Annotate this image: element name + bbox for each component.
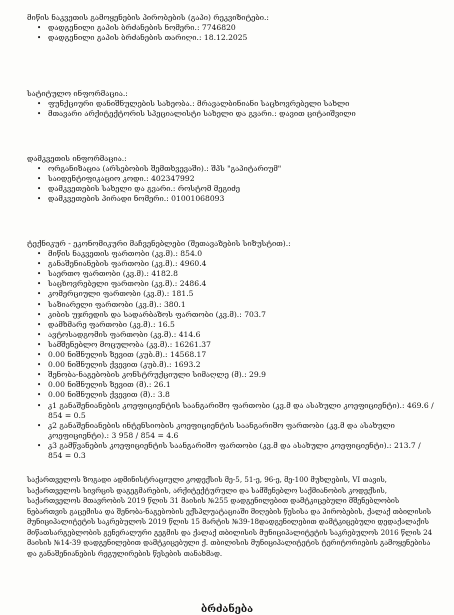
permit-heading: მიწის ნაკვეთის გამოყენების პირობების (გაპი) რეკვიზიტები.: (27, 13, 269, 22)
technical-item: • 0.00 ნიშნულის ქვევით (მ).: 3.8 (27, 390, 436, 400)
technical-item: • დამხმარე ფართობი (კვ.მ).: 16.5 (27, 320, 436, 330)
architect-list (27, 99, 436, 119)
technical-item: • კომერციული ფართობი (კვ.მ).: 181.5 (27, 289, 436, 299)
technical-item: • მიწის ნაკვეთის ფართობი (კვ.მ).: 854.0 (27, 249, 436, 259)
technical-item: • შენობა-ნაგებობის კონსტრუქციული სიმაღლე (მ).: 29.9 (27, 370, 436, 380)
customer-name: • დამკვეთების სახელი და გვარი.: როსტომ მეგიძე (27, 184, 436, 194)
building-function: • ფუნქციური დანიშნულების სახეობა.: მრავალბინიანი საცხოვრებელი სახლი (27, 99, 436, 109)
technical-item: • კიბის უჯრედის და სადარბაზოს ფართობი (კვ.მ).: 703.7 (27, 310, 436, 320)
technical-item: • განაშენიანების ფართობი (კვ.მ).: 4960.4 (27, 259, 436, 269)
chief-architect: • მთავარი არქიტექტორის სპეციალისტი სახელი და გვარი.: დავით ციტაიშვილი (27, 109, 436, 119)
technical-item: • კ3 გამწვანების კოეფიციენტის საანგარიშო ფართობი (კვ.მ და ასახული კოეფიციენტი).: 213.7 / 854 = 0.3 (27, 441, 436, 461)
legal-basis-paragraph: საქართველოს ზოგადი ადმინისტრაციული კოდექსის მე-5, 51-ე, 96-ე, მე-100 მუხლების, VI თავის, საქართველოს სივრცის დაგეგმარების, არქიტექტურული და სამშენებლო საქმიანობის კოდექსის, საქართველოს მთავრობის 2019 წლის 31 მაისის №255 დადგენილებით დამტკიცებული მშენებლობის ნებართვის გაცემისა და შენობა-ნაგებობის ექსპლუატაციაში მიღების წესისა და პირობების, ქალაქ თბილისის მუნიციპალიტეტის საკრებულოს 2019 წლის 15 მარტის №39-18დადგენილებით დამტკიცებული დედაქალაქის მიწათსარგებლობის გენერალური გეგმის და ქალაქ თბილისის მუნიციპალიტეტის საკრებულოს 2016 წლის 24 მაისის №14-39 დადგენილებით დამტკიცებული ქ. თბილისის მუნიციპალიტეტის ტერიტორიების გამოყენებისა და განაშენიანების რეგულირების წესების თანახმად. (27, 475, 433, 558)
technical-list (27, 249, 436, 461)
permit-list (27, 23, 436, 43)
technical-item: • საცხოვრებელი ფართობი (კვ.მ).: 2486.4 (27, 279, 436, 289)
customer-organization: • ორგანიზაცია (არსებობის შემთხვევაში).: შპს "გაპიტარიუმ" (27, 164, 436, 174)
customer-list (27, 164, 436, 204)
technical-section (27, 239, 436, 461)
customer-heading: დამკვეთის ინფორმაცია.: (27, 154, 127, 163)
permit-section (27, 13, 436, 43)
technical-item: • ავტოსადგომის ფართობი (კვ.მ).: 414.6 (27, 330, 436, 340)
technical-item: • 0.00 ნიშნულის ზევით (კუბ.მ).: 14568.17 (27, 350, 436, 360)
technical-heading: ტექნიკურ - ეკონომიკური მაჩვენებლები (შეთავაზების სიზუსტით).: (27, 239, 291, 248)
technical-item: • საერთო ფართობი (კვ.მ).: 4182.8 (27, 269, 436, 279)
customer-section (27, 154, 436, 204)
customer-id-code: • საიდენტიფიკაციო კოდი.: 402347992 (27, 174, 436, 184)
technical-item: • საზიარელი ფართობი (კვ.მ).: 380.1 (27, 300, 436, 310)
technical-item: • 0.00 ნიშნულის ქვევით (კუბ.მ).: 1693.2 (27, 360, 436, 370)
architect-heading: სატიტულო ინფორმაცია.: (27, 89, 128, 98)
technical-item: • კ1 განაშენიანების კოეფიციენტის საანგარიშო ფართობი (კვ.მ და ასახული კოეფიციენტი).: 469.6 / 854 = 0.5 (27, 401, 436, 421)
architect-section (27, 89, 436, 119)
decision-title: ბრძანება (200, 603, 254, 615)
technical-item: • 0.00 ნიშნულის ზევით (მ).: 26.1 (27, 380, 436, 390)
technical-item: • სამშენებლო მოცულობა (კვ.მ).: 16261.37 (27, 340, 436, 350)
permit-order-number: • დადგენილი გაპის ბრძანების ნომერი.: 7746820 (27, 23, 436, 33)
customer-personal-number: • დამკვეთების პირადი ნომერი.: 01001068093 (27, 194, 436, 204)
permit-order-date: • დადგენილი გაპის ბრძანების თარიღი.: 18.12.2025 (27, 33, 436, 43)
technical-item: • კ2 განაშენიანების ინტენსიობის კოეფიციენტის საანგარიშო ფართობი (კვ.მ და ასახული კოეფიციენტი).: 3 958 / 854 = 4.6 (27, 421, 436, 441)
